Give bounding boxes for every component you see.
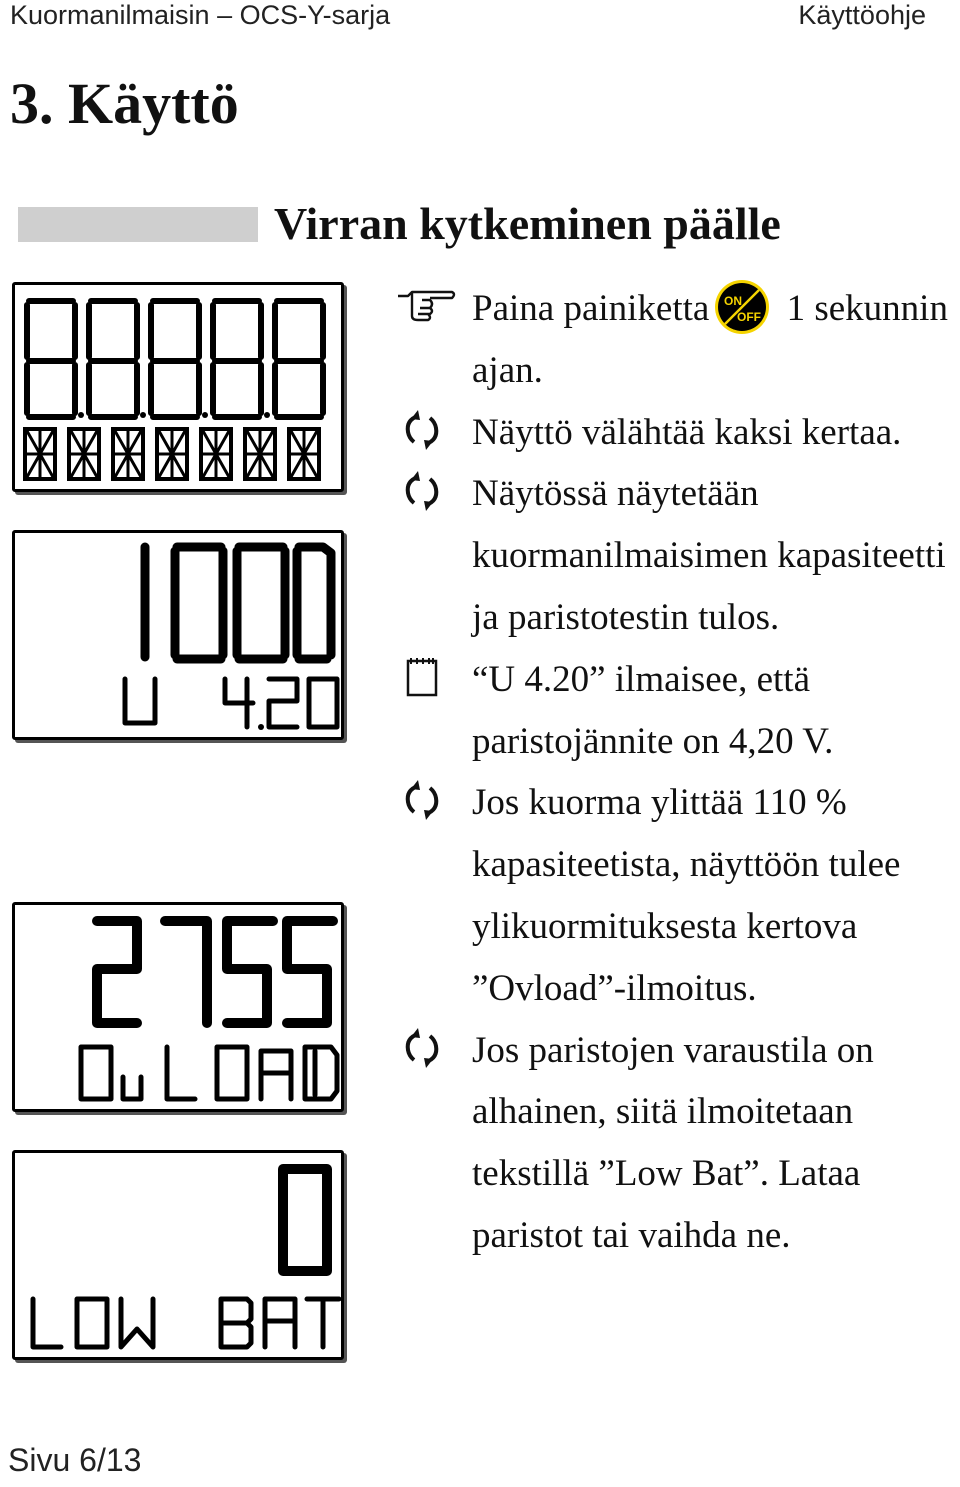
refresh-arrows-icon bbox=[400, 1026, 444, 1070]
instruction-text: “U 4.20” ilmaisee, että paristojännite on 4,20 V. bbox=[472, 658, 834, 762]
instruction-text: Jos paristojen varaustila on alhainen, siitä ilmoitetaan tekstillä ”Low Bat”. Lataa paristot tai vaihda ne. bbox=[472, 1029, 874, 1256]
lcd-low-battery-graphic bbox=[15, 1153, 341, 1357]
on-off-button-icon bbox=[713, 278, 771, 336]
list-item bbox=[396, 649, 956, 773]
list-item bbox=[396, 463, 956, 648]
note-icon bbox=[400, 655, 444, 699]
lcd-display-overload bbox=[12, 902, 344, 1112]
off-label: OFF bbox=[737, 309, 762, 324]
instruction-text-press: Paina painiketta bbox=[472, 288, 710, 329]
section-title: Virran kytkeminen päälle bbox=[274, 198, 781, 249]
lcd-display-low-battery bbox=[12, 1150, 344, 1360]
instruction-text-duration: 1 sekunnin ajan. bbox=[472, 288, 948, 391]
lcd-overload-graphic bbox=[15, 905, 341, 1109]
list-item bbox=[396, 278, 956, 402]
pointing-hand-icon bbox=[396, 286, 456, 326]
lcd-display-capacity bbox=[12, 530, 344, 740]
list-item bbox=[396, 1020, 956, 1267]
refresh-arrows-icon bbox=[400, 778, 444, 822]
lcd-segment-test-graphic bbox=[15, 285, 341, 489]
lcd-capacity-graphic bbox=[15, 533, 341, 737]
section-marker-bar bbox=[18, 207, 258, 242]
list-item bbox=[396, 402, 956, 464]
instruction-list bbox=[396, 278, 956, 1267]
header-document-title: Kuormanilmaisin – OCS-Y-sarja bbox=[10, 0, 391, 30]
instruction-text: Näyttö välähtää kaksi kertaa. bbox=[472, 411, 902, 453]
list-item bbox=[396, 772, 956, 1019]
page-number: Sivu 6/13 bbox=[8, 1442, 142, 1478]
lcd-display-segment-test bbox=[12, 282, 344, 492]
refresh-arrows-icon bbox=[400, 469, 444, 513]
chapter-title: 3. Käyttö bbox=[10, 71, 239, 136]
instruction-text: Näytössä näytetään kuormanilmaisimen kapasiteetti ja paristotestin tulos. bbox=[472, 473, 946, 638]
on-label: ON bbox=[724, 293, 743, 308]
instruction-text: Jos kuorma ylittää 110 % kapasiteetista, näyttöön tulee ylikuormituksesta kertova ”Ovload”-ilmoitus. bbox=[472, 782, 901, 1009]
header-manual-label: Käyttöohje bbox=[798, 0, 926, 30]
refresh-arrows-icon bbox=[400, 408, 444, 452]
